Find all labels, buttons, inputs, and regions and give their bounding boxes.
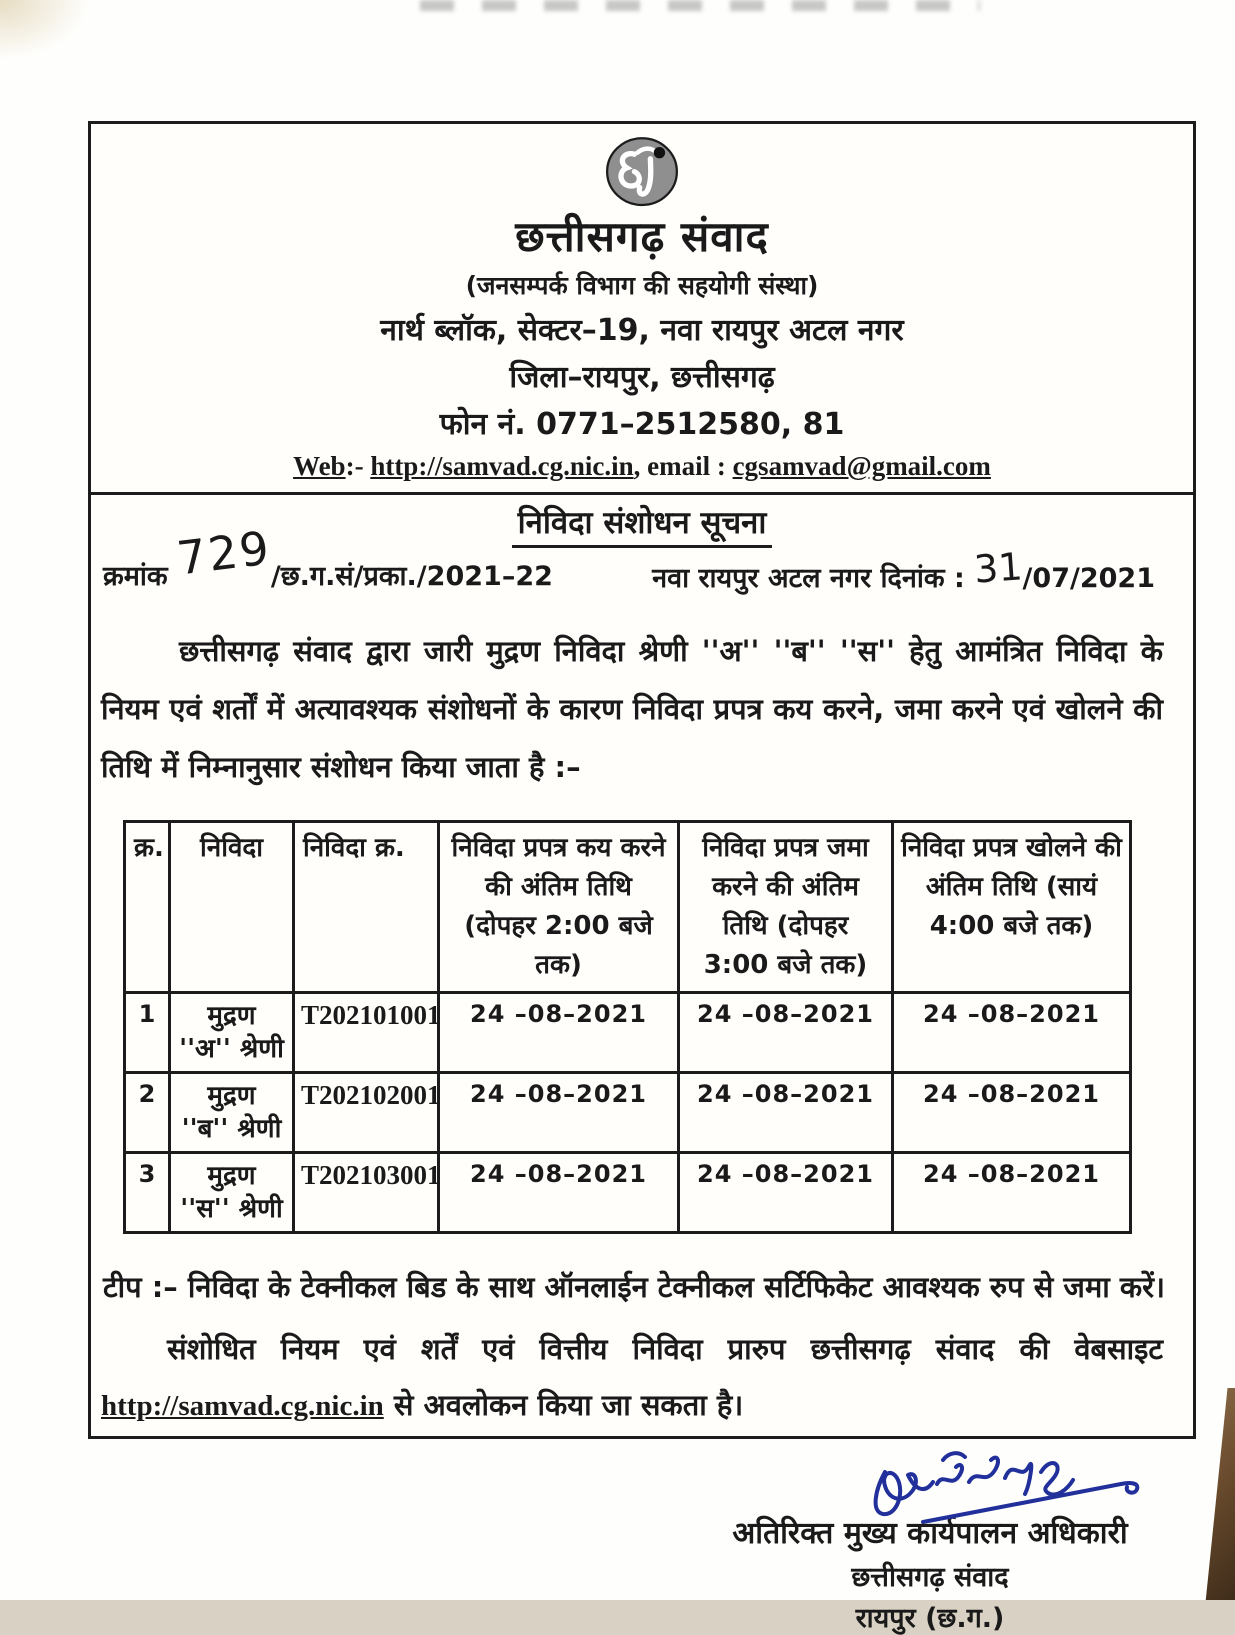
website-url-inline: http://samvad.cg.nic.in — [101, 1390, 384, 1423]
col-header-tender-no: निविदा क्र. — [294, 822, 439, 993]
closing-paragraph — [101, 1321, 1163, 1434]
row-submit-date: 24 –08–2021 — [679, 993, 893, 1073]
notice-title: निविदा संशोधन सूचना — [512, 501, 773, 548]
row-open-date: 24 –08–2021 — [893, 993, 1131, 1073]
row-sno: 2 — [125, 1073, 170, 1153]
website-url: http://samvad.cg.nic.in — [370, 451, 634, 482]
col-header-buy-date: निविदा प्रपत्र कय करने की अंतिम तिथि (दोपहर 2:00 बजे तक) — [439, 822, 679, 993]
row-open-date: 24 –08–2021 — [893, 1153, 1131, 1233]
signature-block — [715, 1438, 1145, 1635]
signatory-organization: छत्तीसगढ़ संवाद — [851, 1562, 1009, 1594]
tender-category-line1: मुद्रण — [207, 1161, 256, 1192]
signatory-title: अतिरिक्त मुख्य कार्यपालन अधिकारी — [732, 1516, 1128, 1552]
web-email-line — [91, 451, 1193, 492]
scan-corner-shadow — [0, 0, 90, 60]
tender-category-line1: मुद्रण — [207, 1081, 256, 1112]
table-row — [125, 1153, 1131, 1233]
reference-number — [103, 520, 553, 596]
table-row — [125, 993, 1131, 1073]
row-tender — [170, 1153, 294, 1233]
tender-category-line1: मुद्रण — [207, 1001, 256, 1032]
email-label: , email : — [633, 451, 733, 482]
address-line-2: जिला–रायपुर, छत्तीसगढ़ — [509, 360, 775, 396]
note-line: टीप :– निविदा के टेक्नीकल बिड के साथ ऑनलाईन टेक्नीकल सर्टिफिकेट आवश्यक रुप से जमा करें। — [103, 1270, 1166, 1305]
row-tender — [170, 1073, 294, 1153]
tender-category-line2: ''स'' श्रेणी — [180, 1193, 283, 1224]
row-open-date: 24 –08–2021 — [893, 1073, 1131, 1153]
email-address: cgsamvad@gmail.com — [732, 451, 991, 482]
reference-suffix: /छ.ग.सं/प्रका./2021–22 — [270, 561, 553, 593]
closing-part-1: संशोधित नियम एवं शर्तें एवं वित्तीय निविदा प्रारुप छत्तीसगढ़ संवाद की वेबसाइट — [167, 1332, 1163, 1367]
row-tender-number: T202103001 — [294, 1153, 439, 1233]
signature-ink — [859, 1438, 1159, 1542]
row-submit-date: 24 –08–2021 — [679, 1073, 893, 1153]
row-sno: 3 — [125, 1153, 170, 1233]
tender-category-line2: ''अ'' श्रेणी — [179, 1033, 284, 1064]
col-header-submit-date: निविदा प्रपत्र जमा करने की अंतिम तिथि (दोपहर 3:00 बजे तक) — [679, 822, 893, 993]
col-header-tender: निविदा — [170, 822, 294, 993]
org-subtitle: (जनसम्पर्क विभाग की सहयोगी संस्था) — [465, 271, 819, 301]
col-header-open-date: निविदा प्रपत्र खोलने की अंतिम तिथि (सायं 4:00 बजे तक) — [893, 822, 1131, 993]
col-header-sno: क्र. — [125, 822, 170, 993]
row-sno: 1 — [125, 993, 170, 1073]
row-tender-number: T202102001 — [294, 1073, 439, 1153]
closing-part-2: से अवलोकन किया जा सकता है। — [383, 1388, 744, 1423]
scan-bleed-through-artifact — [420, 0, 980, 11]
date-printed-part: /07/2021 — [1022, 563, 1155, 595]
document-border-box — [88, 121, 1196, 1635]
phone-line: फोन नं. 0771–2512580, 81 — [439, 407, 845, 443]
row-submit-date: 24 –08–2021 — [679, 1153, 893, 1233]
tender-schedule-table — [123, 820, 1132, 1234]
table-header-row — [125, 822, 1131, 993]
row-buy-date: 24 –08–2021 — [439, 1153, 679, 1233]
table-row — [125, 1073, 1131, 1153]
signatory-place: रायपुर (छ.ग.) — [855, 1603, 1005, 1635]
letterhead — [91, 124, 1193, 492]
row-buy-date: 24 –08–2021 — [439, 993, 679, 1073]
address-line-1: नार्थ ब्लॉक, सेक्टर–19, नवा रायपुर अटल नगर — [380, 313, 904, 349]
handwritten-reference-number: 729 — [174, 520, 274, 586]
notice-body-paragraph: छत्तीसगढ़ संवाद द्वारा जारी मुद्रण निविदा श्रेणी ''अ'' ''ब'' ''स'' हेतु आमंत्रित निविदा के नियम एवं शर्तों में अत्यावश्यक संशोधनों के कारण निविदा प्रपत्र कय करने, जमा करने एवं खोलने की तिथि में निम्नानुसार संशोधन किया जाता है :– — [101, 634, 1163, 785]
row-buy-date: 24 –08–2021 — [439, 1073, 679, 1153]
header-divider-line — [91, 492, 1193, 495]
web-label: Web — [293, 451, 346, 482]
tender-category-line2: ''ब'' श्रेणी — [181, 1113, 282, 1144]
org-name: छत्तीसगढ़ संवाद — [515, 212, 769, 261]
row-tender — [170, 993, 294, 1073]
reference-label: क्रमांक — [103, 561, 168, 593]
handwritten-date-day: 31 — [972, 544, 1025, 592]
web-separator: :- — [345, 451, 371, 482]
scan-edge-background — [1201, 1388, 1235, 1600]
place-and-date — [652, 544, 1155, 596]
org-logo-emblem — [604, 136, 680, 208]
place-date-prefix: नवा रायपुर अटल नगर दिनांक : — [652, 563, 965, 595]
org-logo-icon — [91, 136, 1193, 208]
row-tender-number: T202101001 — [294, 993, 439, 1073]
